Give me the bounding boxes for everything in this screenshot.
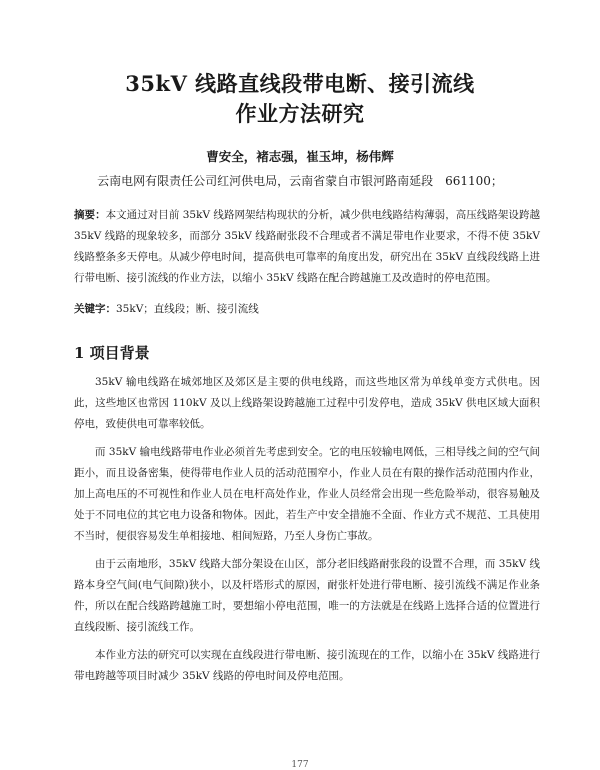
section-body — [74, 372, 540, 694]
title-line-1: 35kV 线路直线段带电断、接引流线 — [125, 71, 475, 96]
authors: 曹安全，褚志强，崔玉坤，杨伟辉 — [206, 149, 394, 164]
keywords-text: 35kV；直线段；断、接引流线 — [116, 303, 259, 315]
abstract-label: 摘要： — [74, 209, 106, 221]
section-heading: 1 项目背景 — [74, 344, 150, 362]
keywords-label: 关键字： — [74, 303, 116, 315]
keywords — [74, 300, 540, 318]
body-paragraph: 本作业方法的研究可以实现在直线段进行带电断、接引流现在的工作，以缩小在 35kV 线路进行带电跨越等项目时减少 35kV 线路的停电时间及停电范围。 — [74, 649, 540, 682]
affiliation: 云南电网有限责任公司红河供电局，云南省蒙自市银河路南延段 661100； — [97, 174, 503, 188]
body-paragraph: 而 35kV 输电线路带电作业必须首先考虑到安全。它的电压较输电网低，三相导线之间的空气间距小，而且设备密集，使得带电作业人员的活动范围窄小，作业人员在有限的操作活动范围内作业，加上高电压的不可视性和作业人员在电杆高处作业，作业人员经常会出现一些危险举动，很容易触及处于不同电位的其它电力设备和物体。因此，若生产中安全措施不全面、作业方式不规范、工具使用不当时，便很容易发生单相接地、相间短路，乃至人身伤亡事故。 — [74, 446, 540, 542]
page-number: 177 — [291, 760, 309, 770]
title-line-2: 作业方法研究 — [235, 101, 365, 126]
body-paragraph: 由于云南地形，35kV 线路大部分架设在山区，部分老旧线路耐张段的设置不合理，而 35kV 线路本身空气间(电气间隙)狭小，以及杆塔形式的原因，耐张杆处进行带电断、接引流线不满足作业条件，所以在配合线路跨越施工时，要想缩小停电范围，唯一的方法就是在线路上选择合适的位置进行直线段断、接引流线工作。 — [74, 558, 540, 633]
abstract-text: 本文通过对目前 35kV 线路网架结构现状的分析，减少供电线路结构薄弱，高压线路架设跨越 35kV 线路的现象较多，而部分 35kV 线路耐张段不合理或者不满足带电作业要求，不得不使 35kV 线路整条多天停电。从减少停电时间，提高供电可靠率的角度出发，研究出在 35kV 直线段线路上进行带电断、接引流线的作业方法，以缩小 35kV 线路在配合跨越施工及改造时的停电范围。 — [74, 209, 540, 284]
abstract — [74, 205, 540, 289]
body-paragraph: 35kV 输电线路在城郊地区及郊区是主要的供电线路，而这些地区常为单线单变方式供电。因此，这些地区也常因 110kV 及以上线路架设跨越施工过程中引发停电，造成 35kV 供电区域大面积停电，致使供电可靠率较低。 — [74, 376, 540, 430]
